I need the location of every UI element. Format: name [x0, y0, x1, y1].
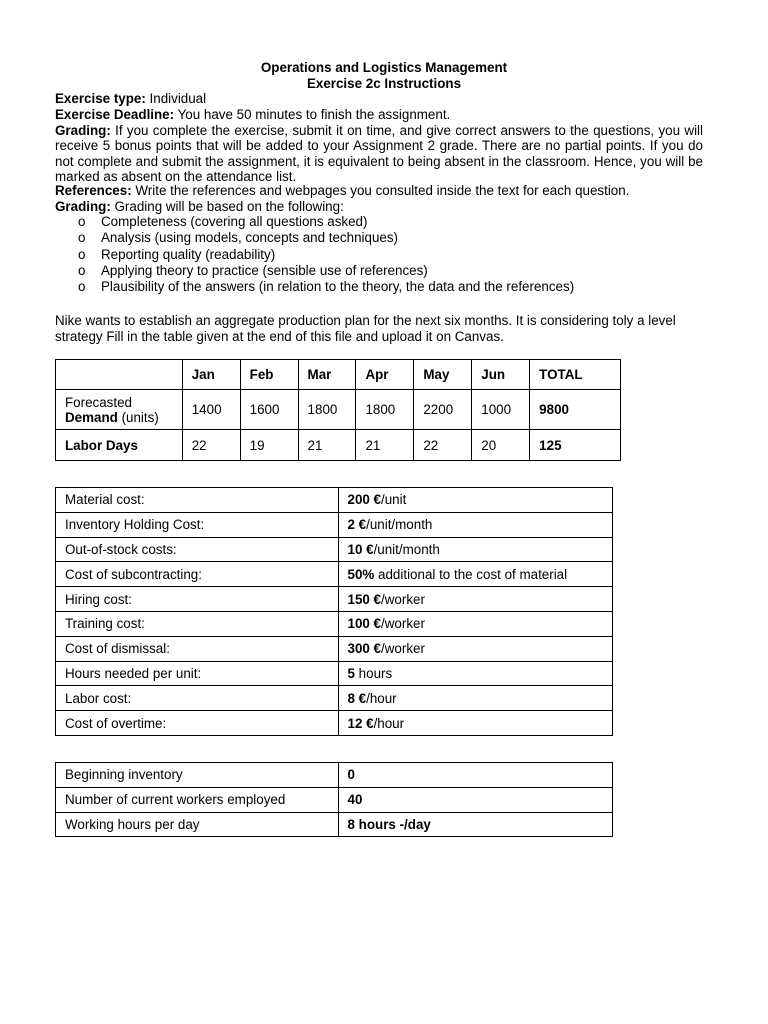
table-row: [56, 763, 613, 788]
table-cell: 20: [472, 430, 530, 461]
table-cell: 2 €/unit/month: [338, 512, 613, 537]
grading-criteria-list: [78, 214, 574, 295]
list-item: o Plausibility of the answers (in relation to the theory, the data and the references): [78, 279, 575, 295]
table-cell: 21: [298, 430, 356, 461]
table-cell: 8 hours -/day: [338, 812, 612, 837]
table-row: [56, 360, 621, 390]
table-cell: 2200: [414, 390, 472, 430]
row-label: Beginning inventory: [56, 763, 339, 788]
table-cell: 50% additional to the cost of material: [338, 562, 613, 587]
list-item: o Reporting quality (readability): [78, 246, 276, 262]
table-cell: 10 €/unit/month: [338, 537, 613, 562]
table-row: [56, 611, 613, 636]
document-subtitle: Exercise 2c Instructions: [306, 75, 462, 91]
row-label: Hours needed per unit:: [56, 661, 339, 686]
intro-paragraph: Nike wants to establish an aggregate production plan for the next six months. It is considering toly a level strategy Fill in the table given at the end of this file and upload it on Canvas.: [55, 313, 676, 344]
row-label: Labor cost:: [56, 686, 339, 711]
table-cell: 5 hours: [338, 661, 613, 686]
table-cell: 9800: [530, 390, 621, 430]
cost-table: [55, 487, 613, 736]
row-label: Training cost:: [56, 611, 339, 636]
table-header: TOTAL: [530, 360, 621, 390]
table-row: [56, 711, 613, 736]
table-cell: 100 €/worker: [338, 611, 613, 636]
table-row: [56, 636, 613, 661]
table-header: Feb: [240, 360, 298, 390]
references-paragraph: References: Write the references and webpages you consulted inside the text for each question.: [55, 183, 630, 198]
table-row: [56, 686, 613, 711]
row-label: Forecasted Demand (units): [56, 390, 183, 430]
table-header: Mar: [298, 360, 356, 390]
table-cell: 21: [356, 430, 414, 461]
row-label: Inventory Holding Cost:: [56, 512, 339, 537]
document-title: Operations and Logistics Management: [260, 60, 508, 75]
table-header: Jan: [182, 360, 240, 390]
table-cell: 19: [240, 430, 298, 461]
grading-criteria-intro: Grading: Grading will be based on the following:: [55, 198, 344, 214]
demand-table: [55, 359, 621, 461]
row-label: Out-of-stock costs:: [56, 537, 339, 562]
table-cell: 1600: [240, 390, 298, 430]
table-header: Jun: [472, 360, 530, 390]
table-cell: 8 €/hour: [338, 686, 613, 711]
table-cell: 125: [530, 430, 621, 461]
row-label: Labor Days: [56, 430, 183, 461]
table-cell: 1000: [472, 390, 530, 430]
row-label: Number of current workers employed: [56, 787, 339, 812]
table-row: [56, 562, 613, 587]
table-header: May: [414, 360, 472, 390]
table-row: [56, 488, 613, 513]
initial-conditions-table: [55, 762, 613, 837]
table-cell: 200 €/unit: [338, 488, 613, 513]
table-row: [56, 661, 613, 686]
table-row: [56, 587, 613, 612]
table-cell: 150 €/worker: [338, 587, 613, 612]
list-item: o Analysis (using models, concepts and techniques): [78, 230, 398, 246]
table-cell: 300 €/worker: [338, 636, 613, 661]
table-cell: 22: [182, 430, 240, 461]
grading-paragraph: Grading: If you complete the exercise, submit it on time, and give correct answers to the questions, you will receive 5 bonus points that will be added to your Assignment 2 grade. There are no partial points. If you do not complete and submit the assignment, it is equivalent to being absent in the classroom. Hence, you will be marked as absent on the attendance list.: [55, 122, 703, 184]
table-row: [56, 512, 613, 537]
row-label: Material cost:: [56, 488, 339, 513]
table-cell: 1800: [298, 390, 356, 430]
exercise-type: Exercise type: Individual: [55, 91, 207, 106]
table-row: [56, 537, 613, 562]
exercise-deadline: Exercise Deadline: You have 50 minutes to finish the assignment.: [55, 107, 451, 122]
table-cell: 0: [338, 763, 612, 788]
table-cell: 12 €/hour: [338, 711, 613, 736]
row-label: Cost of overtime:: [56, 711, 339, 736]
table-header: Apr: [356, 360, 414, 390]
table-cell: 1800: [356, 390, 414, 430]
row-label: Hiring cost:: [56, 587, 339, 612]
table-cell: 40: [338, 787, 612, 812]
list-item: o Applying theory to practice (sensible use of references): [78, 262, 428, 278]
row-label: Cost of subcontracting:: [56, 562, 339, 587]
table-row: [56, 390, 621, 430]
table-cell: 1400: [182, 390, 240, 430]
table-row: [56, 812, 613, 837]
table-cell: [56, 360, 183, 390]
table-cell: 22: [414, 430, 472, 461]
table-row: [56, 430, 621, 461]
row-label: Working hours per day: [56, 812, 339, 837]
table-row: [56, 787, 613, 812]
list-item: o Completeness (covering all questions asked): [78, 214, 368, 229]
row-label: Cost of dismissal:: [56, 636, 339, 661]
